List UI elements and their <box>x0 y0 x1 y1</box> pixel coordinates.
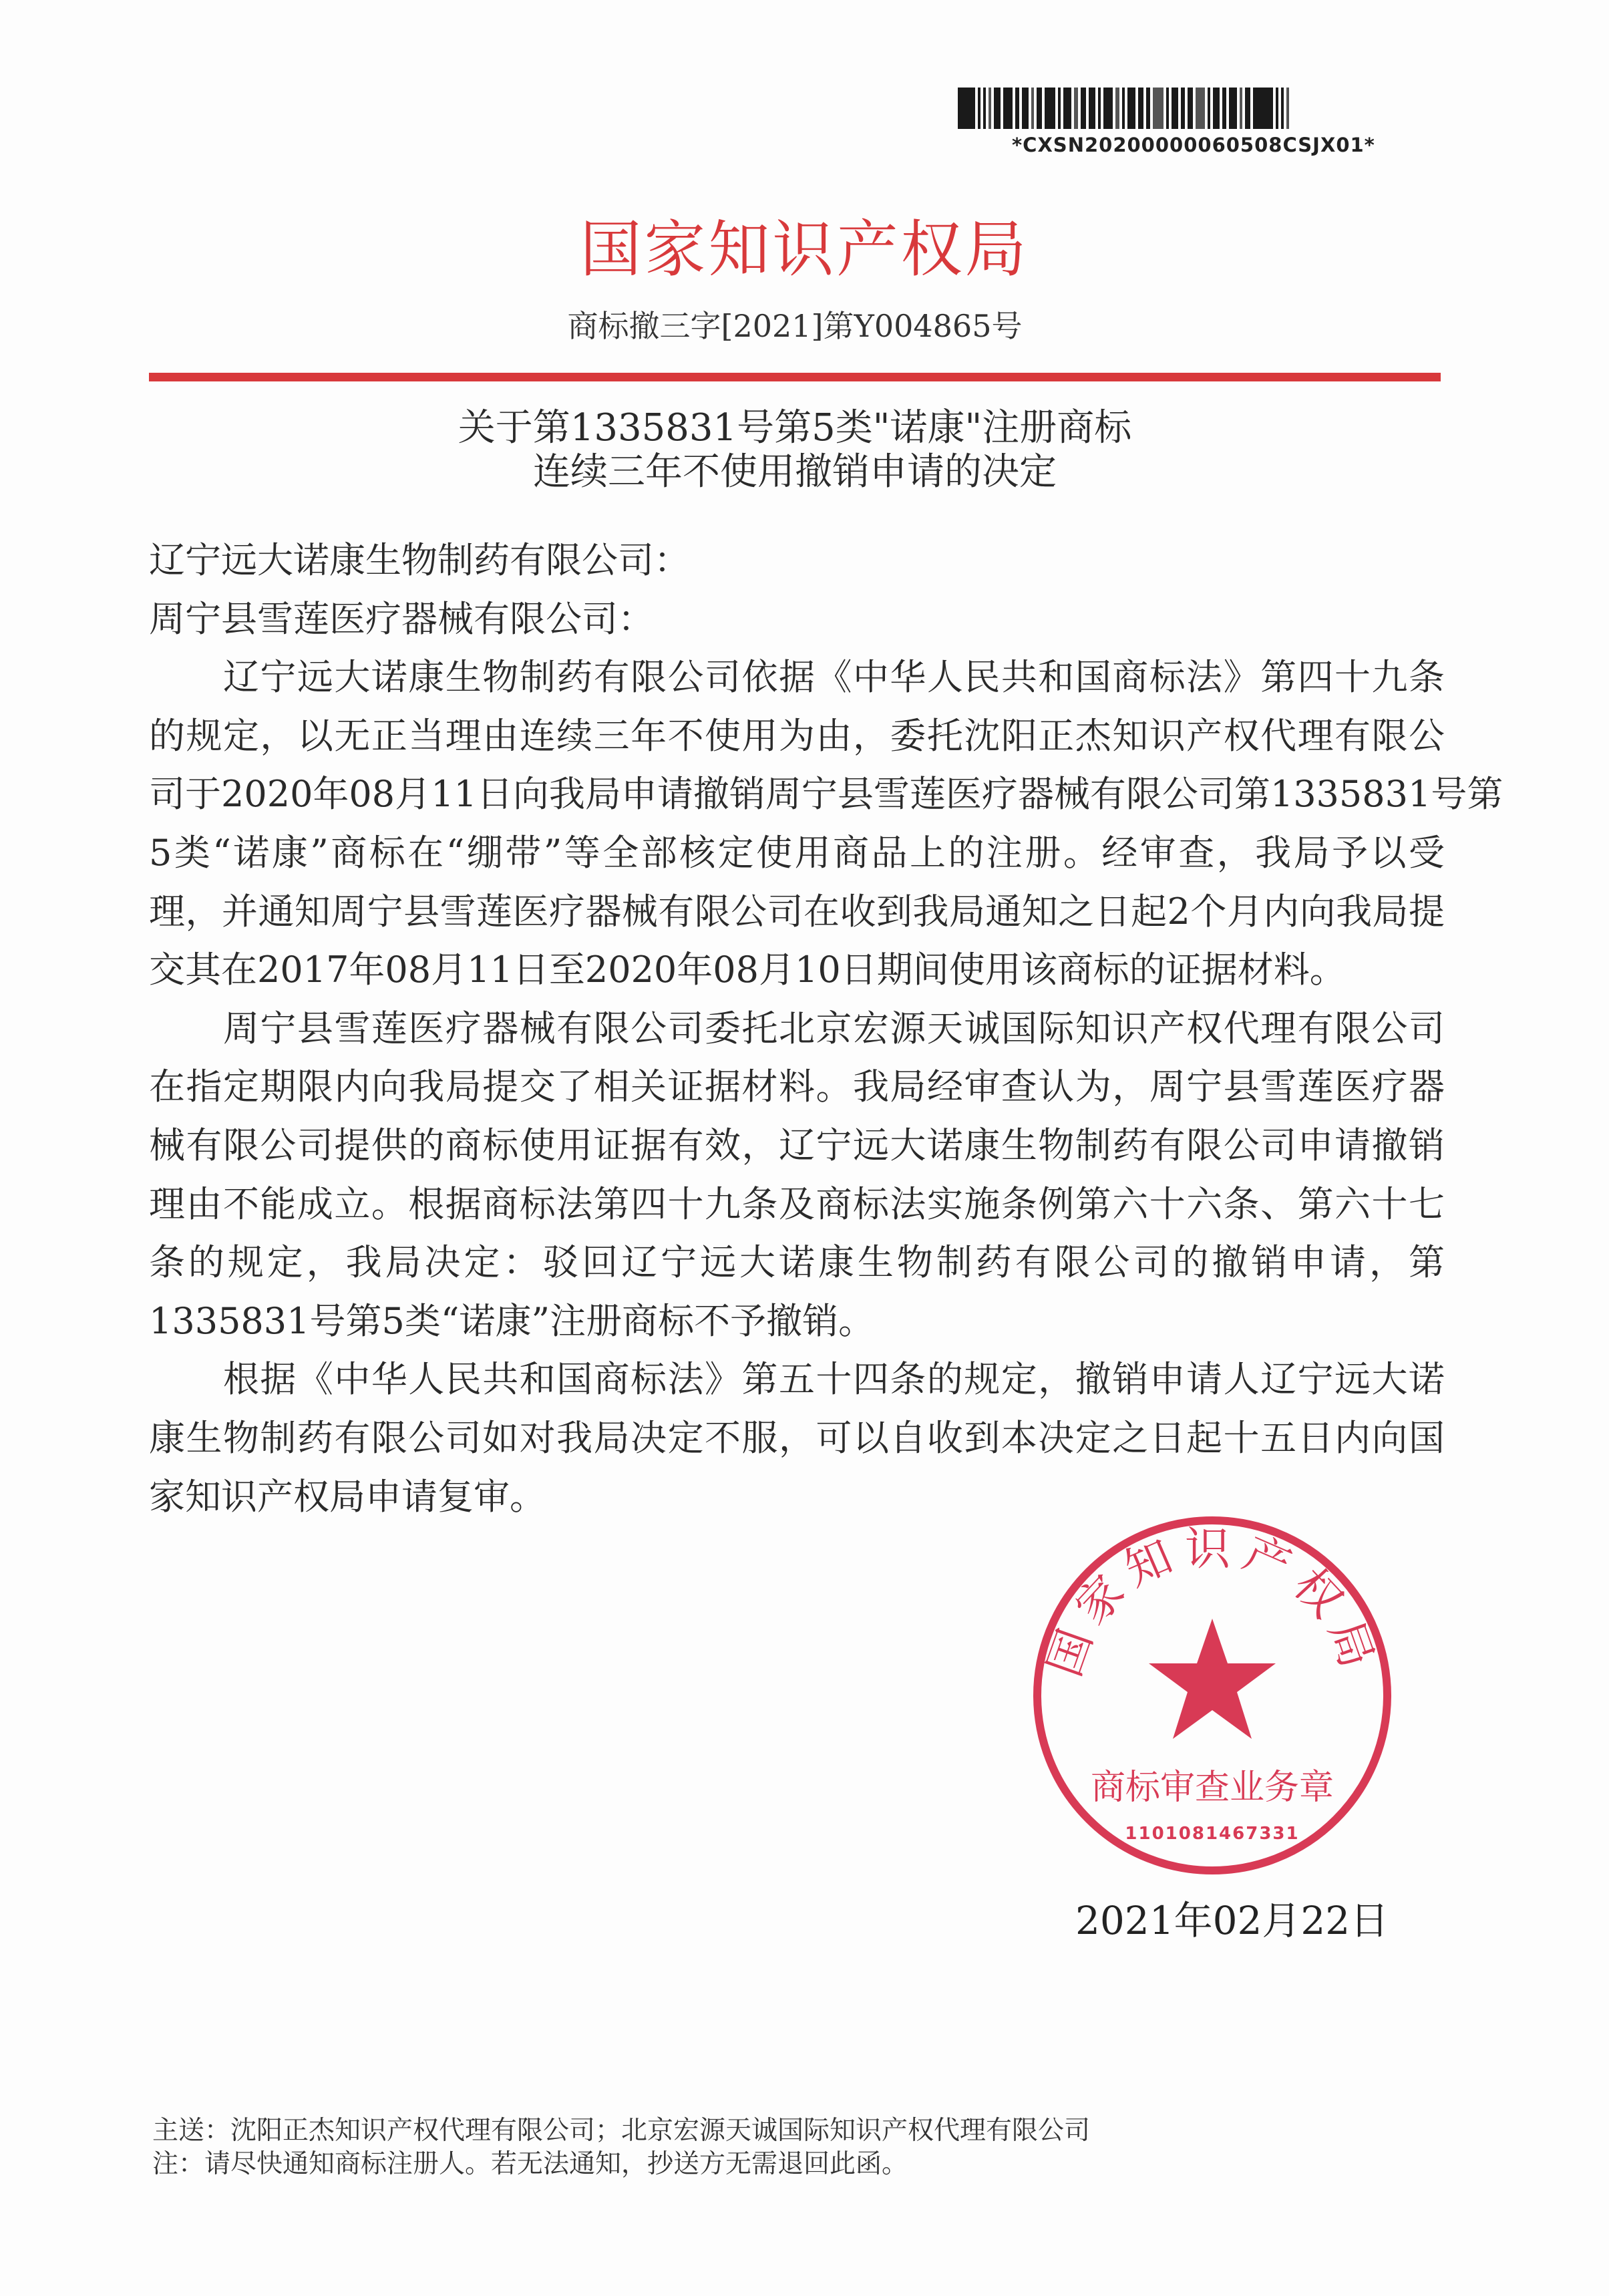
paragraph-line: 条的规定，我局决定：驳回辽宁远大诺康生物制药有限公司的撤销申请，第 <box>149 1241 1445 1284</box>
paragraph-line: 司于2020年08月11日向我局申请撤销周宁县雪莲医疗器械有限公司第1335831号第 <box>149 773 1503 816</box>
barcode-bar <box>1146 88 1150 129</box>
barcode-bar <box>1196 88 1205 129</box>
header-rule <box>149 373 1441 381</box>
barcode-bar <box>1058 88 1061 129</box>
barcode-bar <box>1122 88 1125 129</box>
barcode-bar <box>978 88 980 129</box>
barcode-bar <box>983 88 986 129</box>
barcode-bar <box>1245 88 1250 129</box>
barcode-bar <box>1281 88 1284 129</box>
paragraph-line: 5类“诺康”商标在“绷带”等全部核定使用商品上的注册。经审查，我局予以受 <box>149 831 1445 874</box>
paragraph-line: 康生物制药有限公司如对我局决定不服，可以自收到本决定之日起十五日内向国 <box>149 1416 1445 1459</box>
agency-name: 国家知识产权局 <box>580 214 1029 285</box>
paragraph-line: 家知识产权局申请复审。 <box>149 1475 546 1518</box>
paragraph-line: 1335831号第5类“诺康”注册商标不予撤销。 <box>149 1299 875 1342</box>
barcode-bar <box>1166 88 1169 129</box>
paragraph-line: 的规定，以无正当理由连续三年不使用为由，委托沈阳正杰知识产权代理有限公 <box>149 714 1445 757</box>
paragraph-line: 周宁县雪莲医疗器械有限公司委托北京宏源天诚国际知识产权代理有限公司 <box>149 1007 1445 1049</box>
barcode-bar <box>1153 88 1164 129</box>
footer <box>152 2114 1090 2181</box>
title-line-2: 连续三年不使用撤销申请的决定 <box>533 450 1057 494</box>
barcode-bar <box>1253 88 1273 129</box>
barcode-bar <box>1081 88 1086 129</box>
barcode-bar <box>1103 88 1113 129</box>
barcode-bar <box>1229 88 1237 129</box>
official-seal <box>1025 1508 1399 1882</box>
barcode-bar <box>1074 88 1078 129</box>
star-icon <box>1149 1619 1276 1739</box>
barcode-bar <box>989 88 991 129</box>
decision-date: 2021年02月22日 <box>1075 1898 1389 1943</box>
barcode-bar <box>1138 88 1143 129</box>
decision-title <box>0 406 1590 494</box>
paragraph-line: 交其在2017年08月11日至2020年08月10日期间使用该商标的证据材料。 <box>149 949 1346 991</box>
footer-cc: 主送：沈阳正杰知识产权代理有限公司；北京宏源天诚国际知识产权代理有限公司 <box>152 2116 1091 2146</box>
addressee: 辽宁远大诺康生物制药有限公司： <box>149 539 690 581</box>
paragraph-line: 械有限公司提供的商标使用证据有效，辽宁远大诺康生物制药有限公司申请撤销 <box>149 1124 1445 1166</box>
barcode-bar <box>1003 88 1013 129</box>
seal-inner-text: 商标审查业务章 <box>1090 1768 1334 1808</box>
barcode-bar <box>1181 88 1185 129</box>
paragraph-line: 辽宁远大诺康生物制药有限公司依据《中华人民共和国商标法》第四十九条 <box>149 656 1445 699</box>
barcode-bar <box>1188 88 1193 129</box>
barcode-bar <box>994 88 1001 129</box>
barcode-text: *CXSN20200000060508CSJX01* <box>1012 134 1375 156</box>
barcode-bar <box>1015 88 1019 129</box>
seal-outer-text: 国家知识产权局 <box>1038 1523 1387 1683</box>
barcode-bar <box>1222 88 1226 129</box>
barcode-bar <box>1240 88 1242 129</box>
paragraph-line: 在指定期限内向我局提交了相关证据材料。我局经审查认为，周宁县雪莲医疗器 <box>149 1065 1445 1108</box>
barcode-bar <box>1213 88 1220 129</box>
barcode-bar <box>1022 88 1029 129</box>
seal-serial: 1101081467331 <box>1125 1824 1300 1844</box>
barcode-bar <box>1098 88 1101 129</box>
barcode-bar <box>1031 88 1034 129</box>
barcode <box>958 88 1368 129</box>
barcode-bar <box>1127 88 1135 129</box>
barcode-bar <box>1172 88 1178 129</box>
barcode-bar <box>1037 88 1042 129</box>
barcode-bar <box>1045 88 1055 129</box>
barcode-bar <box>1089 88 1095 129</box>
barcode-bar <box>1063 88 1071 129</box>
paragraph-line: 理由不能成立。根据商标法第四十九条及商标法实施条例第六十六条、第六十七 <box>149 1182 1445 1225</box>
barcode-bar <box>1115 88 1119 129</box>
footer-note: 注：请尽快通知商标注册人。若无法通知，抄送方无需退回此函。 <box>152 2149 908 2179</box>
paragraph-line: 理，并通知周宁县雪莲医疗器械有限公司在收到我局通知之日起2个月内向我局提 <box>149 890 1445 933</box>
document-body <box>149 531 1503 1526</box>
barcode-bar <box>1286 88 1289 129</box>
title-line-1: 关于第1335831号第5类"诺康"注册商标 <box>458 406 1132 450</box>
barcode-bar <box>958 88 975 129</box>
barcode-bar <box>1208 88 1210 129</box>
barcode-bar <box>1276 88 1278 129</box>
paragraph-line: 根据《中华人民共和国商标法》第五十四条的规定，撤销申请人辽宁远大诺 <box>149 1358 1445 1401</box>
addressee: 周宁县雪莲医疗器械有限公司： <box>149 597 654 640</box>
document-number: 商标撤三字[2021]第Y004865号 <box>567 308 1023 344</box>
